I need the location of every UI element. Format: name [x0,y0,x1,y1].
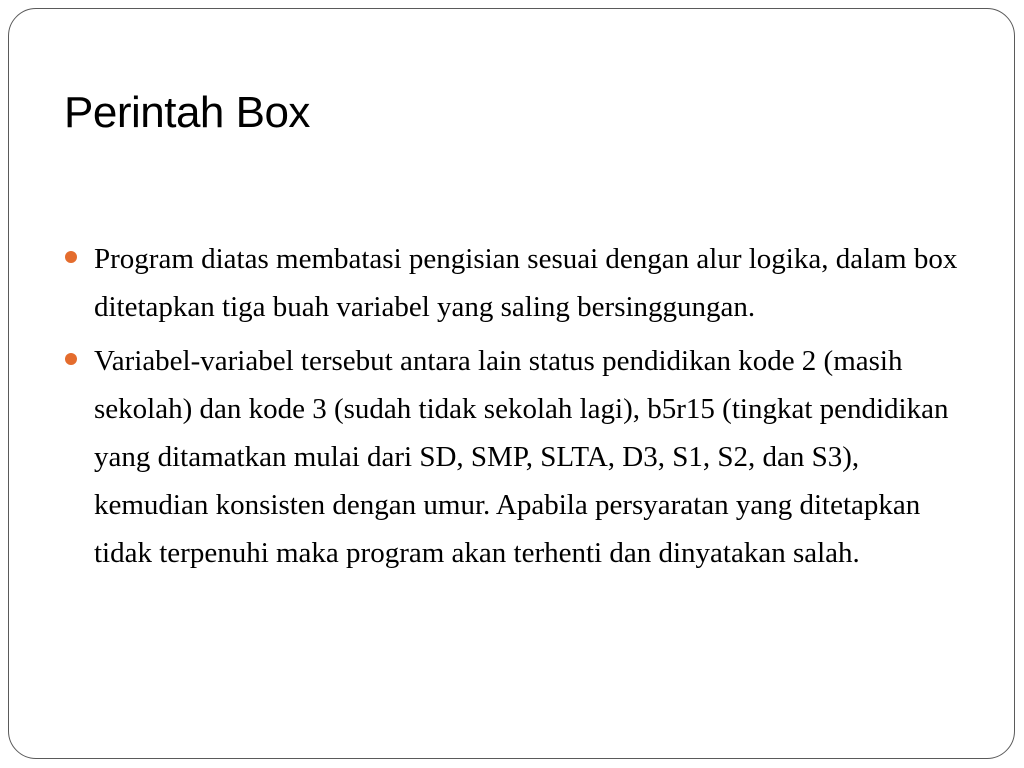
slide-title: Perintah Box [64,88,310,137]
bullet-dot-icon [65,353,77,365]
bullet-item [94,235,974,331]
bullet-dot-icon [65,251,77,263]
bullet-list [94,235,974,583]
bullet-item [94,337,974,577]
bullet-text: Program diatas membatasi pengisian sesuai dengan alur logika, dalam box ditetapkan tiga buah variabel yang saling bersinggungan. [94,243,958,323]
slide-frame [8,8,1015,759]
bullet-text: Variabel-variabel tersebut antara lain status pendidikan kode 2 (masih sekolah) dan kode 3 (sudah tidak sekolah lagi), b5r15 (tingkat pendidikan yang ditamatkan mulai dari SD, SMP, SLTA, D3, S1, S2, dan S3), kemudian konsisten dengan umur. Apabila persyaratan yang ditetapkan tidak terpenuhi maka program akan terhenti dan dinyatakan salah. [94,345,949,569]
